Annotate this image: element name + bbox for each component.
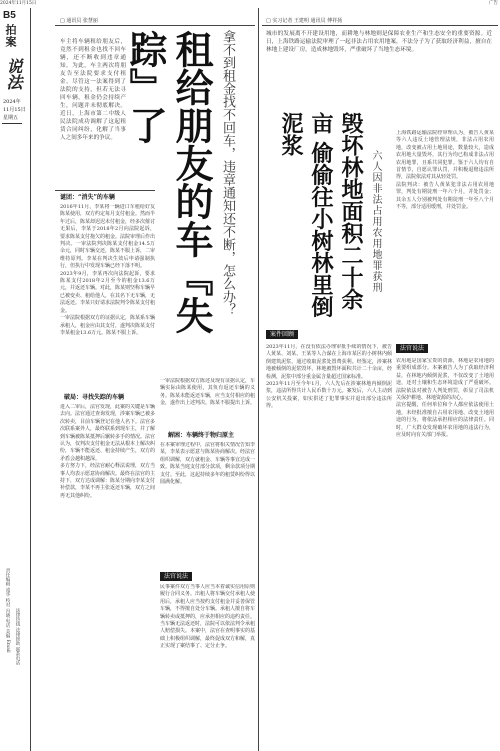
right-byline: □ 实习记者 王建明 通讯员 傅祥扬 [266,18,343,24]
left-body4: 在本案审理过程中，法官将相关情况告知李某，李某表示愿意与陈某协商解决。经法官组织调解，双方就租金、车辆等事宜达成一致。陈某当庭支付部分款项，剩余款项分期支付。至此，这起持续多年的租赁纠纷得以圆满化解。 [160,442,255,486]
left-top-rule [55,25,255,26]
left-body1: 2016年11月，李某将一辆进口车租给好友陈某使用，双方约定每月支付租金。然而半年过后，陈某却迟迟未付租金，经多次催讨无果后，李某于2018年2月向法院起诉，要求陈某支付拖欠的租金。法院审理后作出判决。一审法院判决陈某支付租金14.5万余元，同时车辆交还，陈某不服上诉，二审维持原判。李某在判决生效后申请强制执行，但执行中发现车辆已经下落不明。 2023年9月，李某再次向法院起诉，要求陈某支付2018年2月至今的租金13.6万元，并返还车辆。对此，陈某则坚称车辆早已被变卖、租给他人，在其名下无车辆，无法返还。李某只好请求法院判令陈某支付租金。 一审法院根据双方的证据认定，陈某系车辆承租人，租金应由其支付，遂判决陈某支付李某租金13.6万元。陈某不服上诉。 [60,204,155,336]
left-law-title: 法官说法 [160,572,192,581]
sidebar-vertical-note: 法律热线 法律援助 联系电话 [15,608,20,665]
left-body4-top: 一审法院根据双方陈述及现有证据认定，车辆实际由陈某使用，其负有返还车辆的义务。陈某未能返还车辆，应当支付相应的租金，遂作出上述判决。陈某不服提出上诉。 [160,378,255,407]
right-headline: 毁坏林地面积二十余亩 偷偷往小树林里倒泥浆 [278,112,364,318]
right-kicker: 六人因非法占用农用地罪获刑 [370,150,381,293]
left-deck: 拿不到租金找不回车，违章通知还不断，怎么办？ [220,30,235,316]
top-date: 2024年11月15日 [0,1,37,6]
right-sub2: 法官说法 [396,344,428,353]
right-sub1: 案件回顾 [266,330,298,339]
sidebar-weekday: 星期五 [3,115,19,121]
left-body3: 进入二审后，法官发现，此案的关键是车辆去向。法官通过查询发现，涉案车辆已被多次转卖，目前车辆登记在他人名下。法官多次联系案外人，最终联系到现车主，并了解到车辆被陈某抵押后辗转多手的情况。法官认为，仅判决支付租金无法从根本上解决纠纷，车辆不能返还、租金持续产生，双方的矛盾会越积越深。 多方努力下，经法官耐心释法说理，双方当事人均表示愿意协商解决。最终在法官的主持下，双方达成调解：陈某分期向李某支付补偿款，李某不再主张返还车辆，双方之间再无其他纠纷。 [60,404,155,499]
right-body-top: 上海铁路运输法院经审理认为，被告人黄某等六人违反土地管理法规，非法占用农用地，改变被占用土地用途，数量较大，造成农用地大量毁坏，其行为均已构成非法占用农用地罪，且系共同犯罪。鉴于六人均有自首情节，自愿认罪认罚，并积极退赔违法所得，法院依法对其从轻处罚。 法院判决：被告人黄某犯非法占用农用地罪，判处有期徒刑一年六个月，并处罚金；其余五人分别被判处有期徒刑一年至八个月不等，部分适用缓刑，并处罚金。 [396,130,494,211]
right-top-rule [262,25,498,26]
left-law-body: 民事案件双方当事人应当本着诚实信用原则履行合同义务。出租人将车辆交付承租人使用后，承租人应当按约支付租金并妥善保管车辆，不得擅自处分车辆。承租人擅自将车辆转卖或抵押的，应承担相应的违约责任。当车辆无法返还时，法院可以依法判令承租人赔偿损失。本案中，法官在查明事实的基础上积极组织调解，最终促成双方和解，真正实现了案结事了、定分止争。 [160,584,255,650]
corner-mark: 广告 [489,1,498,6]
left-sub1: 谜团：“消失”的车辆 [60,194,115,201]
page-number: B5 [3,10,16,21]
sidebar-rule [30,8,31,751]
left-headline: 租给朋友的车『失踪』了 [123,30,214,334]
sidebar [0,8,30,751]
right-body1: 2023年11月，在没有依法办理审批手续的情况下，被告人黄某、刘某、王某等人合谋在上海市某区的小树林内倾倒建筑泥浆，通过收取泥浆处置费获利。经鉴定，涉案林地被倾倒的泥浆毁坏，林地被毁坏面积共计二十余亩，经检测，泥浆中部分重金属含量超过国家标准。 2023年11月至今年1月，六人先后在涉案林地内倾倒泥浆，违法所得共计人民币数十万元。案发后，六人主动到公安机关投案，如实供述了犯罪事实并退出部分违法所得。 [266,344,392,410]
right-intro: 城市的发展离不开建设用地，而耕地与林地则是保障农业生产和生态安全的重要资源。近日，上海铁路运输法院审理了一起非法占用农用地案，不法分子为了获取经济利益，擅自在林地上建设厂房，造成林地毁坏，严重破坏了当地生态环境。 [266,31,492,53]
subsection-title: 说法 [4,58,23,90]
right-body3: 农用地是国家宝贵的资源，林地是农用地的重要组成部分。本案被告人为了获取经济利益，在林地内倾倒泥浆，不仅改变了土地用途，还对土壤和生态环境造成了严重破坏。法院依法对被告人判处刑罚，彰显了司法机关保护耕地、林地资源的决心。 法官提醒，任何单位和个人都应依法使用土地，未经批准擅自占用农用地、改变土地用途的行为，将依法承担相应的法律责任。同时，广大群众发现破坏农用地的违法行为，应及时向有关部门举报。 [396,358,494,439]
left-intro: 车主将车辆租给朋友后，竟然不到租金也找不回车辆，还不断收到违章通知。为此，车主两次将朋友告至法院要求支付租金。尽管这一法案得到了法院的支持，但若无法寻回车辆，租金仍会持续产生，问题并未彻底解决。近日，上海市第二中级人民法院成功调解了这起租赁合同纠纷，化解了当事人之间多年来的争议。 [60,39,126,141]
left-sub3: 解困：车辆终于物归原主 [168,432,235,439]
editor-note: 责任编辑 凌华 校对 冯晓 电话 美编 Email [5,568,10,653]
sidebar-date: 11月15日 [3,107,26,113]
sidebar-year: 2024年 [3,99,21,105]
left-byline: □ 通讯员 张慧丽 [60,18,98,24]
center-divider [258,8,259,751]
left-sub2: 破局：寻找失踪的车辆 [64,394,125,401]
left-mid-rule [55,190,155,191]
sidebar-divider [2,123,22,124]
section-title: 拍案 [4,24,17,48]
